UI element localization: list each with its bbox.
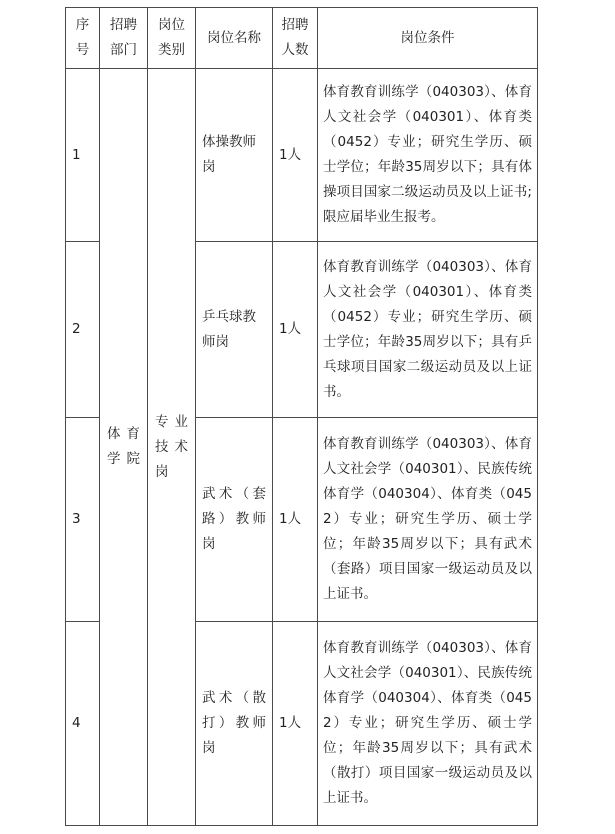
- header-row: [66, 8, 538, 69]
- row-requirements: 体育教育训练学（040303）、体育人文社会学（040301）、民族传统体育学（040304）、体育类（0452）专业；研究生学历、硕士学位；年龄35周岁以下；具有武术（套路）项目国家一级运动员及以上证书。: [318, 418, 538, 622]
- row-count: 1人: [273, 242, 318, 418]
- row-requirements: 体育教育训练学（040303）、体育人文社会学（040301）、民族传统体育学（040304）、体育类（0452）专业；研究生学历、硕士学位；年龄35周岁以下；具有武术（散打）项目国家一级运动员及以上证书。: [318, 622, 538, 826]
- header-count: 招聘人数: [273, 8, 318, 69]
- row-name: 武术（套路）教师岗: [196, 418, 273, 622]
- row-seq: 2: [66, 242, 100, 418]
- row-seq: 4: [66, 622, 100, 826]
- row-name: 乒乓球教师岗: [196, 242, 273, 418]
- header-seq: 序号: [66, 8, 100, 69]
- row-name: 武术（散打）教师岗: [196, 622, 273, 826]
- header-dept: 招聘部门: [100, 8, 148, 69]
- header-name: 岗位名称: [196, 8, 273, 69]
- header-category: 岗位类别: [148, 8, 196, 69]
- row-name: 体操教师岗: [196, 69, 273, 242]
- category-cell: 专业技术岗: [148, 69, 196, 826]
- recruitment-table: [65, 7, 538, 826]
- row-count: 1人: [273, 418, 318, 622]
- row-count: 1人: [273, 69, 318, 242]
- table-row: [66, 69, 538, 242]
- dept-cell: 体育学院: [100, 69, 148, 826]
- row-requirements: 体育教育训练学（040303）、体育人文社会学（040301）、体育类（0452）专业；研究生学历、硕士学位；年龄35周岁以下；具有体操项目国家二级运动员及以上证书;限应届毕业生报考。: [318, 69, 538, 242]
- row-count: 1人: [273, 622, 318, 826]
- row-seq: 1: [66, 69, 100, 242]
- header-requirements: 岗位条件: [318, 8, 538, 69]
- row-seq: 3: [66, 418, 100, 622]
- row-requirements: 体育教育训练学（040303）、体育人文社会学（040301）、体育类（0452）专业；研究生学历、硕士学位；年龄35周岁以下；具有乒乓球项目国家二级运动员及以上证书。: [318, 242, 538, 418]
